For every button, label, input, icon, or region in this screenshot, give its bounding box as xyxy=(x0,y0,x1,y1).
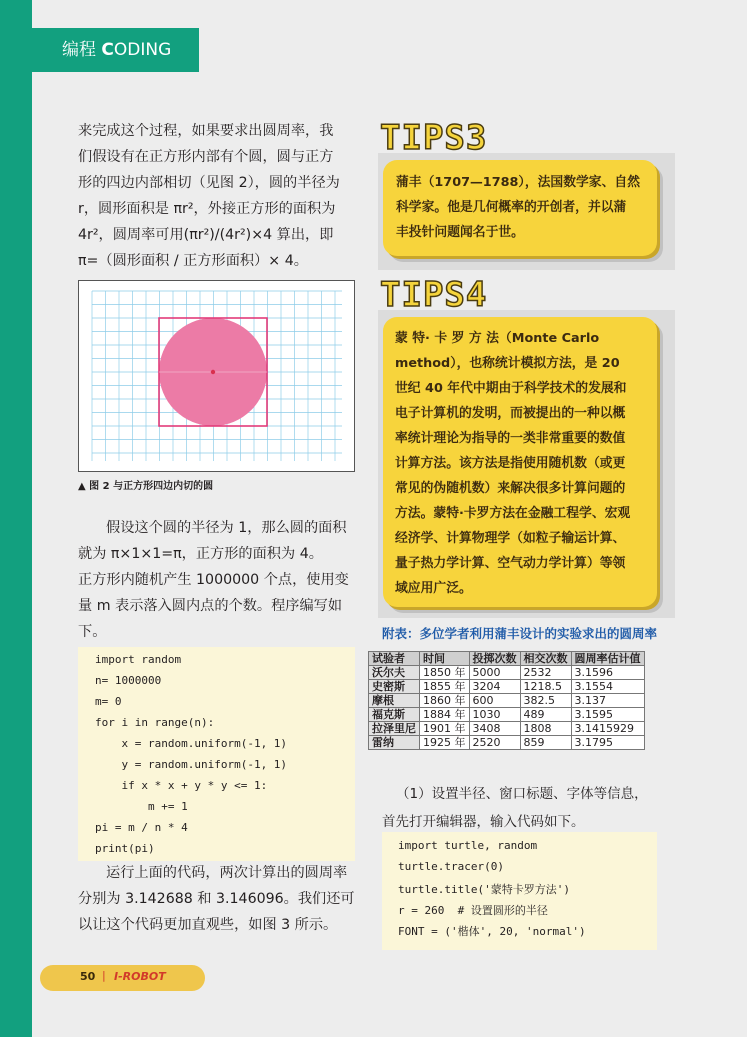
table-title: 附表：多位学者利用蒲丰设计的实验求出的圆周率 xyxy=(382,626,658,641)
paragraph-2 xyxy=(78,515,358,645)
text-line: 首先打开编辑器，输入代码如下。 xyxy=(382,814,585,830)
table-cell: 拉泽里尼 xyxy=(369,722,420,736)
text-line: 率统计理论为指导的一类非常重要的数值 xyxy=(395,431,626,446)
code-line: FONT = ('楷体', 20, 'normal') xyxy=(398,925,586,938)
code-line: pi = m / n * 4 xyxy=(95,821,188,834)
table-header: 时间 xyxy=(420,652,470,666)
text-line: 经济学、计算物理学（如粒子输运计算、 xyxy=(395,531,626,546)
code-line: r = 260 # 设置圆形的半径 xyxy=(398,904,548,917)
table-cell: 1901 年 xyxy=(420,722,470,736)
table-row xyxy=(369,694,645,708)
tips4-title: TIPS4 xyxy=(380,275,488,315)
table-cell: 3204 xyxy=(469,680,520,694)
table-cell: 2520 xyxy=(469,736,520,750)
text-line: 常见的伪随机数）来解决很多计算问题的 xyxy=(395,481,626,496)
text-line: 正方形内随机产生 1000000 个点，使用变 xyxy=(78,572,349,588)
text-line: r，圆形面积是 πr²，外接正方形的面积为 xyxy=(78,201,336,217)
tips3-box xyxy=(383,160,657,256)
table-cell: 859 xyxy=(520,736,571,750)
text-line: （1）设置半径、窗口标题、字体等信息， xyxy=(396,786,648,802)
code-line: print(pi) xyxy=(95,842,155,855)
center-point xyxy=(211,370,215,374)
table-cell: 600 xyxy=(469,694,520,708)
text-line: 量 m 表示落入圆内点的个数。程序编写如 xyxy=(78,598,343,614)
code-line: import turtle, random xyxy=(398,839,538,852)
code-line: turtle.tracer(0) xyxy=(398,860,504,873)
code-line: turtle.title('蒙特卡罗方法') xyxy=(398,883,570,896)
code-line: m= 0 xyxy=(95,695,122,708)
text-line: 来完成这个过程，如果要求出圆周率，我 xyxy=(78,123,334,139)
text-line: method），也称统计模拟方法，是 20 xyxy=(395,356,620,371)
table-header: 圆周率估计值 xyxy=(571,652,644,666)
text-line: 4r²，圆周率可用(πr²)/(4r²)×4 算出，即 xyxy=(78,227,334,243)
table-row xyxy=(369,736,645,750)
text-line: 以让这个代码更加直观些，如图 3 所示。 xyxy=(78,917,338,933)
table-cell: 摩根 xyxy=(369,694,420,708)
step-1-paragraph xyxy=(382,780,682,836)
table-cell: 1850 年 xyxy=(420,666,470,680)
text-line: 运行上面的代码，两次计算出的圆周率 xyxy=(106,865,348,881)
code-line: m += 1 xyxy=(95,800,188,813)
table-cell: 1884 年 xyxy=(420,708,470,722)
table-row xyxy=(369,680,645,694)
page-number: 50 xyxy=(80,970,96,983)
table-cell: 3.137 xyxy=(571,694,644,708)
table-cell: 3.1595 xyxy=(571,708,644,722)
table-cell: 489 xyxy=(520,708,571,722)
figure-circle-in-square xyxy=(78,280,355,472)
table-cell: 3.1596 xyxy=(571,666,644,680)
footer-separator: | xyxy=(102,969,106,982)
table-header: 投掷次数 xyxy=(469,652,520,666)
text-line: 分别为 3.142688 和 3.146096。我们还可 xyxy=(78,891,355,907)
text-line: 假设这个圆的半径为 1，那么圆的面积 xyxy=(106,520,347,536)
section-title-cap: C xyxy=(101,40,114,60)
code-line: y = random.uniform(-1, 1) xyxy=(95,758,288,771)
table-header-row xyxy=(369,652,645,666)
code-block-turtle xyxy=(382,832,657,950)
magazine-brand: I-ROBOT xyxy=(114,970,166,983)
table-cell: 3408 xyxy=(469,722,520,736)
table-cell: 雷纳 xyxy=(369,736,420,750)
table-cell: 1860 年 xyxy=(420,694,470,708)
text-line: 形的四边内部相切（见图 2），圆的半径为 xyxy=(78,175,340,191)
intro-paragraph xyxy=(78,118,358,274)
section-title-rest: ODING xyxy=(113,40,172,60)
code-line: n= 1000000 xyxy=(95,674,162,687)
table-header: 相交次数 xyxy=(520,652,571,666)
text-line: 蒲丰（1707—1788），法国数学家、自然 xyxy=(396,175,640,190)
tips4-box xyxy=(383,317,657,607)
text-line: 就为 π×1×1=π，正方形的面积为 4。 xyxy=(78,546,323,562)
table-cell: 1808 xyxy=(520,722,571,736)
text-line: 世纪 40 年代中期由于科学技术的发展和 xyxy=(395,381,627,396)
footer-page-badge xyxy=(40,965,205,991)
text-line: 蒙 特· 卡 罗 方 法（Monte Carlo xyxy=(395,331,600,346)
text-line: 方法。蒙特·卡罗方法在金融工程学、宏观 xyxy=(395,506,631,521)
table-row xyxy=(369,722,645,736)
table-row xyxy=(369,666,645,680)
table-header: 试验者 xyxy=(369,652,420,666)
table-cell: 5000 xyxy=(469,666,520,680)
table-row xyxy=(369,708,645,722)
text-line: 量子热力学计算、空气动力学计算）等领 xyxy=(395,556,626,571)
section-header xyxy=(32,28,199,72)
table-cell: 1030 xyxy=(469,708,520,722)
table-cell: 福克斯 xyxy=(369,708,420,722)
text-line: 们假设有在正方形内部有个圆，圆与正方 xyxy=(78,149,334,165)
code-block-monte-carlo xyxy=(78,647,355,861)
paragraph-3 xyxy=(78,860,363,938)
text-line: 计算方法。该方法是指使用随机数（或更 xyxy=(395,456,626,471)
pi-experiment-table xyxy=(368,651,645,750)
text-line: 下。 xyxy=(78,624,107,640)
table-cell: 1925 年 xyxy=(420,736,470,750)
table-cell: 1855 年 xyxy=(420,680,470,694)
table-cell: 382.5 xyxy=(520,694,571,708)
text-line: 丰投针问题闻名于世。 xyxy=(396,225,524,240)
text-line: 科学家。他是几何概率的开创者，并以蒲 xyxy=(396,200,627,215)
table-cell: 史密斯 xyxy=(369,680,420,694)
table-cell: 2532 xyxy=(520,666,571,680)
table-cell: 3.1554 xyxy=(571,680,644,694)
code-line: x = random.uniform(-1, 1) xyxy=(95,737,288,750)
table-cell: 3.1795 xyxy=(571,736,644,750)
table-cell: 沃尔夫 xyxy=(369,666,420,680)
side-color-bar xyxy=(0,0,32,1037)
tips3-title: TIPS3 xyxy=(380,118,488,158)
text-line: 域应用广泛。 xyxy=(395,581,472,596)
table-cell: 1218.5 xyxy=(520,680,571,694)
figure-caption: ▲ 图 2 与正方形四边内切的圆 xyxy=(78,481,214,492)
code-line: import random xyxy=(95,653,182,666)
section-title-cn: 编程 xyxy=(62,40,96,60)
code-line: if x * x + y * y <= 1: xyxy=(95,779,268,792)
code-line: for i in range(n): xyxy=(95,716,215,729)
grid-diagram xyxy=(79,281,354,471)
table-cell: 3.1415929 xyxy=(571,722,644,736)
text-line: π=（圆形面积 / 正方形面积）× 4。 xyxy=(78,253,308,269)
text-line: 电子计算机的发明，而被提出的一种以概 xyxy=(395,406,626,421)
